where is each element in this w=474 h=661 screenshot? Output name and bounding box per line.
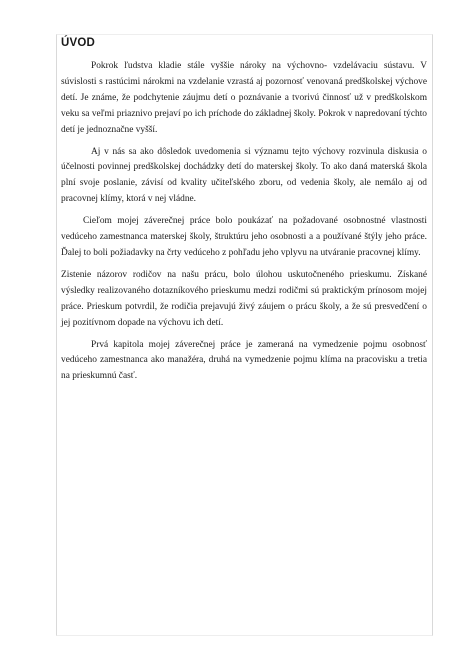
paragraph-2: Aj v nás sa ako dôsledok uvedomenia si významu tejto výchovy rozvinula diskusia o účelnosti povinnej predškolskej dochádzky detí do materskej školy. To ako daná materská škola plní svoje poslanie, závisí od kvality učiteľského zboru, od vedenia školy, ale nemálo aj od pracovnej klímy, ktorá v nej vládne.	[61, 146, 427, 205]
paragraph-1: Pokrok ľudstva kladie stále vyššie nároky na výchovno- vzdelávaciu sústavu. V súvislosti s rastúcimi nárokmi na vzdelanie vzrastá aj pozornosť venovaná predškolskej výchove detí. Je známe, že podchytenie záujmu detí o poznávanie a tvorivú činnosť už v predškolskom veku sa veľmi priaznivo prejaví po ich príchode do základnej školy. Pokrok v napredovaní týchto detí je jednoznačne vyšší.	[61, 61, 427, 135]
paragraph-4: Zistenie názorov rodičov na našu prácu, bolo úlohou uskutočneného prieskumu. Získané výsledky realizovaného dotazníkového prieskumu medzi rodičmi sú praktickým prínosom mojej práce. Prieskum potvrdil, že rodičia prejavujú živý záujem o prácu školy, a že sú presvedčení o jej pozitívnom dopade na výchovu ich detí.	[61, 269, 427, 328]
document-body	[61, 36, 427, 391]
document-heading: ÚVOD	[61, 37, 96, 49]
paragraph-3: Cieľom mojej záverečnej práce bolo poukázať na požadované osobnostné vlastnosti vedúceho zamestnanca materskej školy, štruktúru jeho osobnosti a a používané štýly jeho práce. Ďalej to boli požiadavky na črty vedúceho z pohľadu jeho vplyvu na utváranie pracovnej klímy.	[61, 216, 427, 258]
paragraph-5: Prvá kapitola mojej záverečnej práce je zameraná na vymedzenie pojmu osobnosť vedúceho zamestnanca ako manažéra, druhá na vymedzenie pojmu klíma na pracovisku a tretia na prieskumnú časť.	[61, 339, 427, 382]
